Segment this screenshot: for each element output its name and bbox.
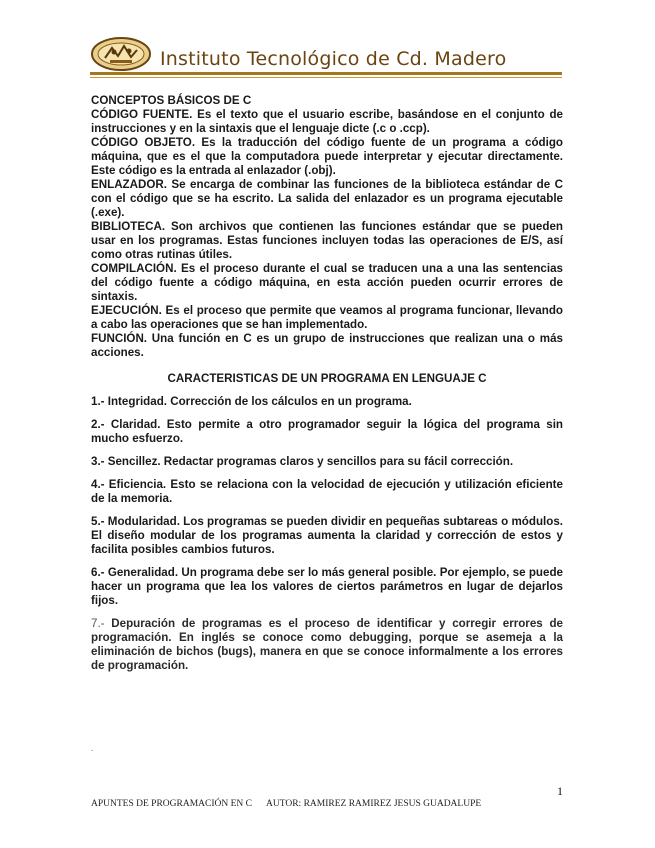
concept-source-code: CÓDIGO FUENTE. Es el texto que el usuario escribe, basándose en el conjunto de instrucciones y en la sintaxis que el lenguaje dicte (.c o .ccp).: [91, 108, 563, 135]
concept-library: BIBLIOTECA. Son archivos que contienen las funciones estándar que se pueden usar en los programas. Estas funciones incluyen todas las operaciones de E/S, así como otras rutinas útiles.: [91, 220, 563, 261]
document-header: [90, 36, 562, 80]
header-divider-thick: [90, 72, 562, 75]
institute-title: Instituto Tecnológico de Cd. Madero: [160, 48, 507, 70]
characteristic-simplicity: 3.- Sencillez. Redactar programas claros y sencillos para su fácil corrección.: [91, 455, 514, 468]
institute-seal-icon: [90, 36, 152, 72]
concept-linker: ENLAZADOR. Se encarga de combinar las funciones de la biblioteca estándar de C con el código que se ha escrito. La salida del enlazador es un programa ejecutable (.exe).: [91, 178, 563, 219]
document-footer: [91, 799, 481, 809]
concepts-heading: CONCEPTOS BÁSICOS DE C: [91, 94, 252, 107]
characteristic-clarity: 2.- Claridad. Esto permite a otro programador seguir la lógica del programa sin mucho esfuerzo.: [91, 418, 563, 445]
characteristic-debugging: [91, 617, 563, 673]
characteristics-heading: CARACTERISTICAS DE UN PROGRAMA EN LENGUAJE C: [167, 372, 487, 385]
footer-author: AUTOR: RAMIREZ RAMIREZ JESUS GUADALUPE: [266, 799, 482, 809]
page-number: 1: [557, 784, 563, 798]
characteristic-integrity: 1.- Integridad. Corrección de los cálculos en un programa.: [91, 395, 412, 408]
footer-course: APUNTES DE PROGRAMACIÓN EN C: [91, 799, 252, 809]
characteristic-efficiency: 4.- Eficiencia. Esto se relaciona con la velocidad de ejecución y utilización eficiente de la memoria.: [91, 478, 563, 505]
document-body: [91, 94, 563, 673]
header-divider-thin: [90, 77, 562, 78]
characteristic-generality: 6.- Generalidad. Un programa debe ser lo más general posible. Por ejemplo, se puede hacer un programa que lea los valores de ciertos parámetros en lugar de dejarlos fijos.: [91, 566, 563, 607]
debugging-number: 7.-: [91, 617, 105, 630]
concept-object-code: CÓDIGO OBJETO. Es la traducción del código fuente de un programa a código máquina, que es el que la computadora puede interpretar y ejecutar directamente. Este código es la entrada al enlazador (.obj).: [91, 136, 563, 177]
debugging-text: Depuración de programas es el proceso de identificar y corregir errores de programación. En inglés se conoce como debugging, porque se asemeja a la eliminación de bichos (bugs), manera en que se conoce informalmente a los errores de programación.: [91, 617, 563, 672]
characteristic-modularity: 5.- Modularidad. Los programas se pueden dividir en pequeñas subtareas o módulos. El diseño modular de los programas aumenta la claridad y corrección de estos y facilita posibles cambios futuros.: [91, 515, 563, 556]
concept-compilation: COMPILACIÓN. Es el proceso durante el cual se traducen una a una las sentencias del código fuente a código máquina, en esta acción pueden ocurrir errores de sintaxis.: [91, 262, 563, 303]
concept-execution: EJECUCIÓN. Es el proceso que permite que veamos al programa funcionar, llevando a cabo las operaciones que se han implementado.: [91, 304, 563, 331]
stray-mark: .: [91, 744, 94, 753]
concept-function: FUNCIÓN. Una función en C es un grupo de instrucciones que realizan una o más acciones.: [91, 332, 563, 359]
